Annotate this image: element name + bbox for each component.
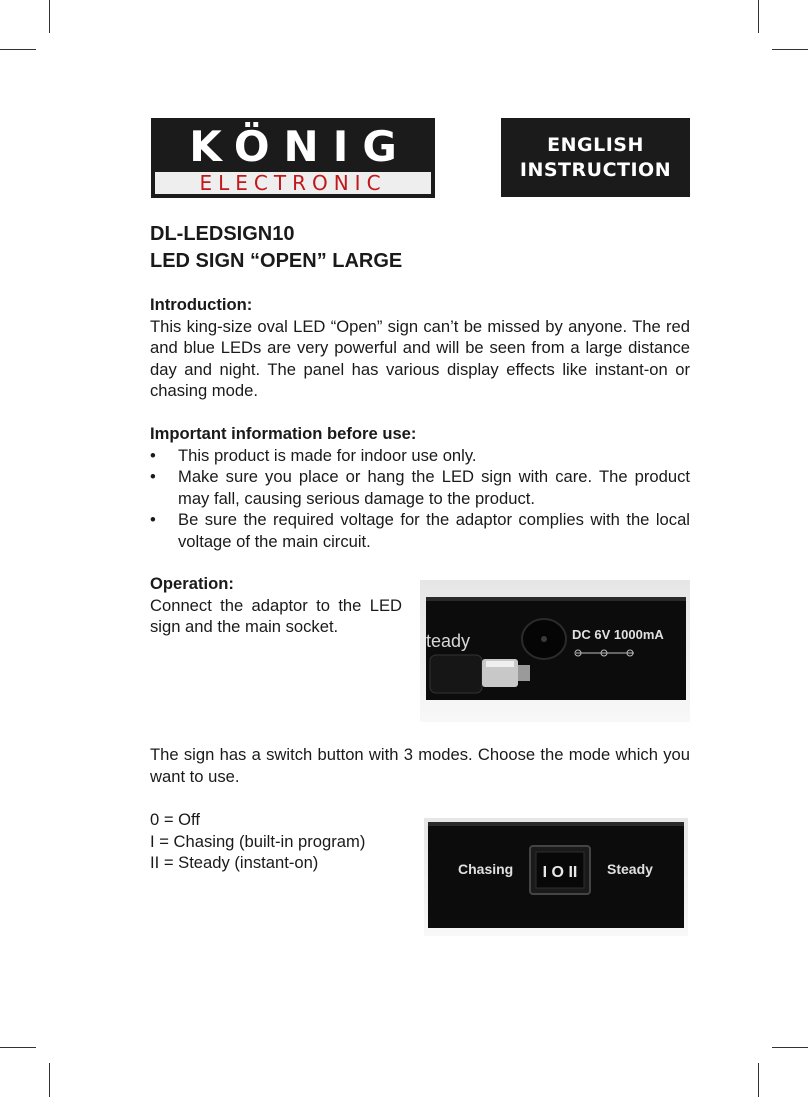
photo2-chasing-label: Chasing bbox=[458, 861, 514, 877]
crop-mark-top-left-v bbox=[49, 0, 50, 33]
language-box bbox=[501, 118, 690, 197]
operation-heading: Operation: bbox=[150, 574, 234, 593]
crop-mark-bottom-right-v bbox=[758, 1063, 759, 1097]
bullet-icon: • bbox=[150, 445, 156, 465]
introduction-body: This king-size oval LED “Open” sign can’t be missed by anyone. The red and blue LEDs are very powerful and will be seen from a large distance day and night. The panel has various display effects like instant-on or chasing mode. bbox=[150, 316, 690, 400]
language-line-1: ENGLISH bbox=[547, 133, 644, 156]
konig-electronic-logo bbox=[151, 118, 435, 198]
important-heading: Important information before use: bbox=[150, 424, 417, 443]
photo1-dc-label: DC 6V 1000mA bbox=[572, 627, 664, 642]
bullet-icon: • bbox=[150, 510, 156, 529]
crop-mark-top-right-v bbox=[758, 0, 759, 33]
list-item: I = Chasing (built-in program) bbox=[150, 831, 366, 851]
crop-mark-top-right-h bbox=[772, 49, 808, 50]
important-section bbox=[150, 423, 690, 552]
crop-mark-bottom-right-h bbox=[772, 1047, 808, 1048]
logo-wordmark: KÖNIG bbox=[189, 121, 411, 171]
switch-text: The sign has a switch button with 3 modes. Choose the mode which you want to use. bbox=[150, 745, 690, 786]
photo2-switch-label: I O II bbox=[542, 864, 578, 881]
crop-mark-bottom-left-h bbox=[0, 1047, 36, 1048]
modes-list bbox=[150, 809, 420, 874]
photo-mode-switch bbox=[428, 822, 684, 928]
crop-mark-top-left-h bbox=[0, 49, 36, 50]
photo2-steady-label: Steady bbox=[607, 861, 653, 877]
introduction-section bbox=[150, 294, 690, 402]
introduction-heading: Introduction: bbox=[150, 295, 253, 314]
list-item: • Make sure you place or hang the LED sign with care. The product may fall, causing serious damage to the product. bbox=[150, 467, 690, 508]
photo1-steady-label: teady bbox=[426, 631, 471, 651]
switch-description bbox=[150, 744, 690, 787]
list-item: • This product is made for indoor use only. bbox=[150, 445, 477, 465]
list-item: 0 = Off bbox=[150, 810, 200, 829]
list-item: • Be sure the required voltage for the adaptor complies with the local voltage of the main circuit. bbox=[150, 510, 690, 551]
product-name: LED SIGN “OPEN” LARGE bbox=[150, 250, 403, 272]
bullet-icon: • bbox=[150, 467, 156, 486]
crop-mark-bottom-left-v bbox=[49, 1063, 50, 1097]
logo-subtitle: ELECTRONIC bbox=[155, 172, 431, 194]
operation-section bbox=[150, 573, 402, 638]
list-item: II = Steady (instant-on) bbox=[150, 853, 319, 872]
language-line-2: INSTRUCTION bbox=[519, 158, 672, 181]
operation-body: Connect the adaptor to the LED sign and the main socket. bbox=[150, 595, 402, 636]
product-code: DL-LEDSIGN10 bbox=[150, 223, 295, 245]
photo-adaptor-socket bbox=[426, 597, 686, 700]
